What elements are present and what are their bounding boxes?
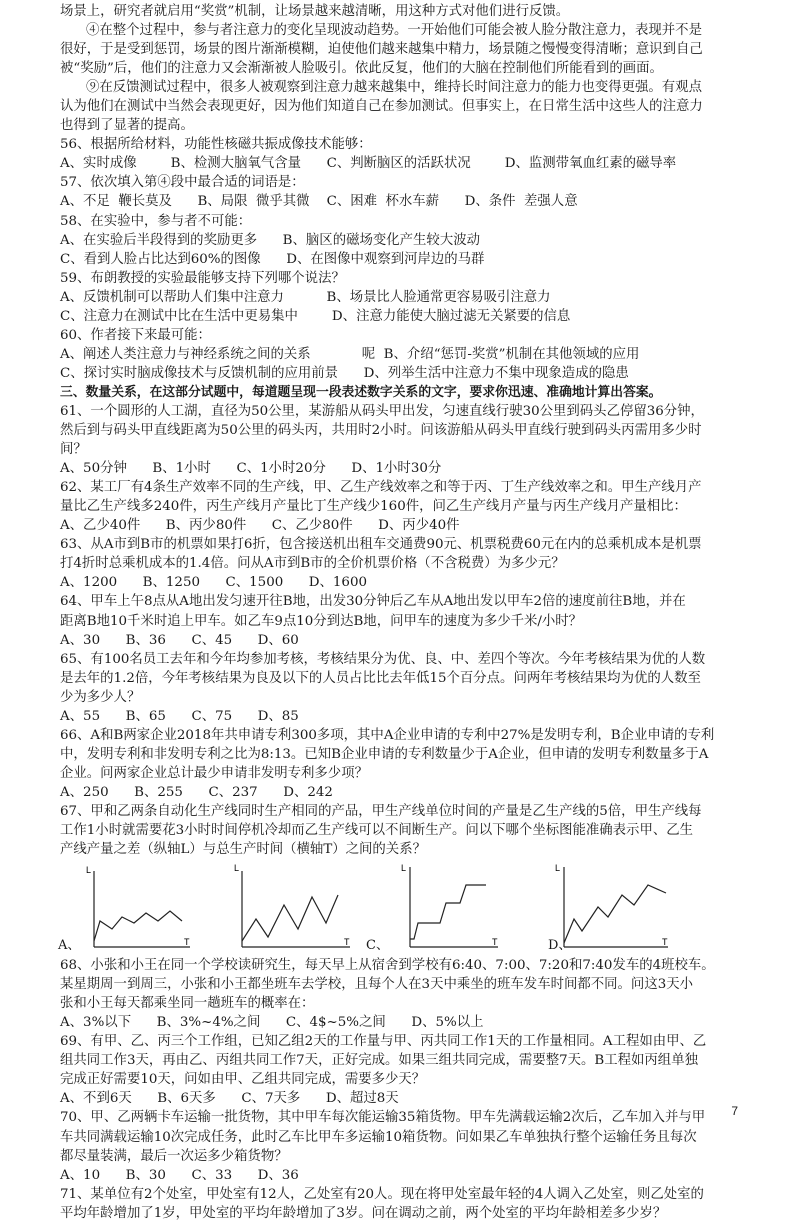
graph-label: A、 [58, 938, 81, 954]
question-stem: 58、在实验中，参与者不可能： [60, 213, 252, 229]
axis-label-y: L [401, 863, 407, 874]
question-stem: 59、布朗教授的实验最能够支持下列哪个说法？ [60, 270, 345, 286]
question-stem: 少为多少人？ [60, 689, 141, 705]
section-heading: 三、数量关系，在这部分试题中，每道题呈现一段表述数字关系的文字，要求你迅速、准确地计算出答案。 [60, 384, 662, 400]
question-options: A、50分钟 B、1小时 C、1小时20分 D、1小时30分 [60, 461, 442, 477]
question-options: A、实时成像 B、检测大脑氧气含量 C、判断脑区的活跃状况 D、监测带氧血红素的磁导率 [60, 156, 677, 172]
question-stem: 61、一个圆形的人工湖，直径为50公里，某游船从码头甲出发，匀速直线行驶30公里到码头乙停留36分钟， [60, 403, 704, 419]
page-number: 7 [731, 1104, 738, 1118]
curve-line [94, 911, 182, 941]
question-options: A、阐述人类注意力与神经系统之间的关系 呢 B、介绍“惩罚-奖赏”机制在其他领域的应用 [60, 346, 640, 362]
question-stem: 60、作者接下来最可能： [60, 327, 211, 343]
question-stem: 62、某工厂有4条生产效率不同的生产线，甲、乙生产线效率之和等于丙、丁生产线效率之和。甲生产线月产 [60, 480, 702, 496]
question-stem: 67、甲和乙两条自动化生产线同时生产相同的产品，甲生产线单位时间的产量是乙生产线的5倍，甲生产线每 [60, 803, 702, 819]
question-stem: 是去年的1.2倍，今年考核结果为良及以下的人员占比比去年低15个百分点。问两年考核结果均为优的人数至 [60, 670, 701, 686]
exam-page [60, 2, 750, 1223]
question-stem: 63、从A市到B市的机票如果打6折，包含接送机出租车交通费90元、机票税费60元在内的总乘机成本是机票 [60, 537, 702, 553]
axis-label-y: L [86, 865, 92, 876]
graph-option-d [550, 861, 680, 953]
curve-line [564, 885, 666, 943]
question-options: A、在实验后半段得到的奖励更多 B、脑区的磁场变化产生较大波动 [60, 232, 480, 248]
question-stem: 张和小王每天都乘坐同一趟班车的概率在： [60, 996, 315, 1012]
question-options: A、250 B、255 C、237 D、242 [60, 784, 333, 800]
graph-option-b [232, 861, 362, 953]
question-stem: 打4折时总乘机成本的1.4倍。问从A市到B市的全价机票价格（不含税费）为多少元？ [60, 556, 565, 572]
axis-label-x: T [344, 937, 350, 948]
graph-label: D、 [548, 938, 572, 954]
question-options: A、乙少40件 B、丙少80件 C、乙少80件 D、丙少40件 [60, 518, 460, 534]
curve-line [410, 885, 486, 939]
axis-label-x: T [184, 937, 190, 948]
question-stem: 70、甲、乙两辆卡车运输一批货物，其中甲车每次能运输35箱货物。甲车先满载运输2次后，乙车加入并与甲 [60, 1110, 706, 1126]
question-stem: 平均年龄增加了1岁，甲处室的平均年龄增加了3岁。问在调动之前，两个处室的平均年龄相差多少岁？ [60, 1205, 667, 1221]
paragraph-text: 场景上，研究者就启用“奖赏”机制，让场景越来越清晰，用这种方式对他们进行反馈。 [60, 4, 570, 19]
paragraph-text: 也得到了显著的提高。 [60, 118, 194, 134]
question-stem: 间？ [60, 442, 87, 458]
question-stem: 57、依次填入第④段中最合适的词语是： [60, 175, 305, 191]
graph-option-a [60, 861, 190, 953]
question-stem: 完成正好需要10天，问如由甲、乙组共同完成，需要多少天？ [60, 1072, 426, 1088]
question-options: A、30 B、36 C、45 D、60 [60, 632, 299, 648]
question-options: C、探讨实时脑成像技术与反馈机制的应用前景 D、列举生活中注意力不集中现象造成的隐患 [60, 365, 629, 381]
question-stem: 车共同满载运输10次完成任务，此时乙车比甲车多运输10箱货物。问如果乙车单独执行整个运输任务且每次 [60, 1129, 697, 1145]
graph-label: C、 [366, 938, 389, 954]
question-options: A、10 B、30 C、33 D、36 [60, 1167, 299, 1183]
paragraph-text: ⑨在反馈测试过程中，很多人被观察到注意力越来越集中，维持长时间注意力的能力也变得更强。有观点 [86, 80, 702, 96]
question-stem: 65、有100名员工去年和今年均参加考核，考核结果分为优、良、中、差四个等次。今年考核结果为优的人数 [60, 651, 706, 667]
question-stem: 都尽量装满，最后一次运多少箱货物？ [60, 1148, 288, 1164]
answer-graphs [60, 861, 750, 956]
question-stem: 64、甲车上午8点从A地出发匀速开往B地，出发30分钟后乙车从A地出发以甲车2倍的速度前往B地，并在 [60, 594, 686, 610]
paragraph-text: ④在整个过程中，参与者注意力的变化呈现波动趋势。一开始他们可能会被人脸分散注意力，表现并不是 [86, 23, 702, 39]
question-stem: 56、根据所给材料，功能性核磁共振成像技术能够： [60, 137, 372, 153]
question-stem: 69、有甲、乙、丙三个工作组，已知乙组2天的工作量与甲、丙共同工作1天的工作量相同。A工程如由甲、乙 [60, 1034, 707, 1050]
axis-label-x: T [662, 937, 668, 948]
axis-label-x: T [492, 937, 498, 948]
question-stem: 某星期周一到周三，小张和小王都坐班车去学校，且每个人在3天中乘坐的班车发车时间都不同。问这3天小 [60, 977, 694, 993]
curve-line [242, 895, 338, 941]
question-stem: 组共同工作3天，再由乙、丙组共同工作7天，正好完成。如果三组共同完成，需要整7天。B工程如丙组单独 [60, 1053, 698, 1069]
axis-label-y: L [555, 863, 561, 874]
graph-option-c [368, 861, 498, 953]
question-stem: 68、小张和小王在同一个学校读研究生，每天早上从宿舍到学校有6:40、7:00、7:20和7:40发车的4班校车。 [60, 958, 715, 974]
question-stem: 71、某单位有2个处室，甲处室有12人，乙处室有20人。现在将甲处室最年轻的4人调入乙处室，则乙处室的 [60, 1186, 704, 1202]
question-stem: 然后到与码头甲直线距离为50公里的码头丙，共用时2小时。问该游船从码头甲直线行驶到码头丙需用多少时 [60, 423, 702, 439]
question-stem: 66、A和B两家企业2018年共申请专利300多项，其中A企业申请的专利中27%是发明专利，B企业申请的专利 [60, 727, 715, 743]
question-stem: 企业。问两家企业总计最少申请非发明专利多少项？ [60, 765, 368, 781]
axis-label-y: L [234, 863, 240, 874]
question-options: A、不到6天 B、6天多 C、7天多 D、超过8天 [60, 1091, 399, 1107]
question-stem: 中，发明专利和非发明专利之比为8:13。已知B企业申请的专利数量少于A企业，但申请的发明专利数量多于A [60, 746, 709, 762]
question-stem: 距离B地10千米时追上甲车。如乙车9点10分到达B地，问甲车的速度为多少千米/小时？ [60, 613, 583, 629]
question-options: A、1200 B、1250 C、1500 D、1600 [60, 575, 367, 591]
question-options: A、55 B、65 C、75 D、85 [60, 708, 299, 724]
paragraph-text: 认为他们在测试中当然会表现更好，因为他们知道自己在参加测试。但事实上，在日常生活中这些人的注意力 [60, 99, 703, 115]
question-options: A、反馈机制可以帮助人们集中注意力 B、场景比人脸通常更容易吸引注意力 [60, 289, 551, 305]
question-stem: 产线产量之差（纵轴L）与总生产时间（横轴T）之间的关系？ [60, 842, 426, 858]
question-options: C、注意力在测试中比在生活中更易集中 D、注意力能使大脑过滤无关紧要的信息 [60, 308, 571, 324]
question-options: C、看到人脸占比达到60%的图像 D、在图像中观察到河岸边的马群 [60, 251, 485, 267]
graph-b-plot [232, 861, 362, 953]
paragraph-text: 很好，于是受到惩罚，场景的图片渐渐模糊，迫使他们越来越集中精力，场景随之慢慢变得清晰；意识到自己 [60, 42, 703, 58]
question-stem: 量比乙生产线多240件，丙生产线月产量比丁生产线少160件，问乙生产线月产量与丙生产线月产量相比： [60, 499, 687, 515]
question-options: A、3%以下 B、3%~4%之间 C、4$~5%之间 D、5%以上 [60, 1015, 484, 1031]
paragraph-text: 被“奖励”后，他们的注意力又会渐渐被人脸吸引。依此反复，他们的大脑在控制他们所能看到的画面。 [60, 61, 663, 77]
question-options: A、不足 鞭长莫及 B、局限 微乎其微 C、困难 杯水车薪 D、条件 差强人意 [60, 194, 578, 210]
question-stem: 工作1小时就需要花3小时时间停机冷却而乙生产线可以不间断生产。问以下哪个坐标图能准确表示甲、乙生 [60, 823, 694, 839]
